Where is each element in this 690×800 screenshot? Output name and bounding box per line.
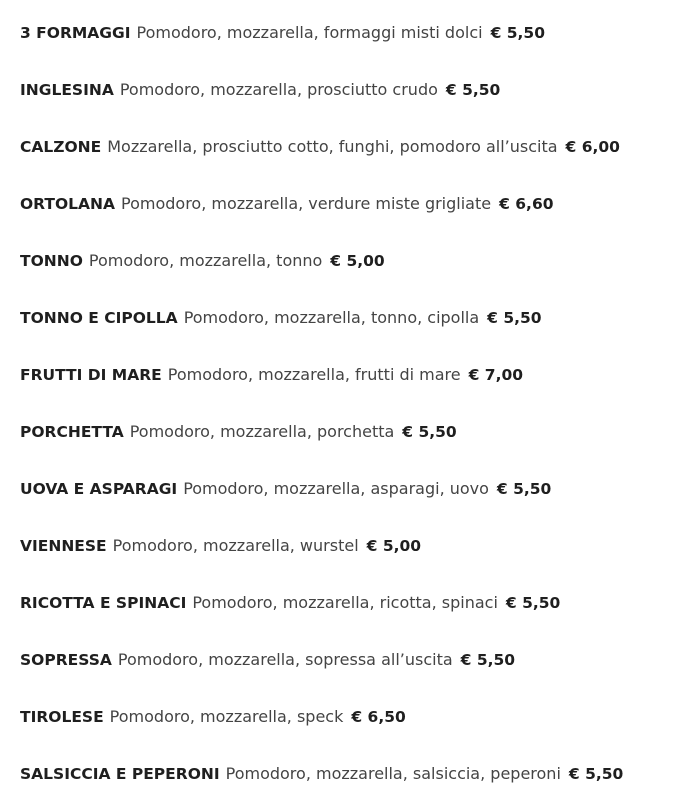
menu-item [20, 20, 623, 77]
item-price: € 5,00 [330, 252, 385, 270]
item-name: TONNO [20, 252, 83, 270]
menu-item [20, 533, 623, 590]
item-price: € 5,50 [505, 594, 561, 612]
item-name: PORCHETTA [20, 423, 124, 441]
item-price: € 5,50 [496, 480, 552, 498]
menu-item [20, 590, 623, 647]
item-name: FRUTTI DI MARE [20, 366, 162, 384]
item-name: 3 FORMAGGI [20, 24, 131, 42]
item-description: Pomodoro, mozzarella, speck [109, 707, 344, 726]
menu-item [20, 77, 623, 134]
item-name: TONNO E CIPOLLA [20, 309, 178, 327]
item-price: € 5,50 [487, 309, 542, 327]
menu-item [20, 191, 623, 248]
pizza-menu-list [20, 20, 623, 787]
item-name: INGLESINA [20, 81, 114, 99]
item-price: € 5,00 [366, 537, 422, 555]
item-price: € 5,50 [445, 81, 501, 99]
item-name: SALSICCIA E PEPERONI [20, 765, 220, 783]
item-description: Pomodoro, mozzarella, wurstel [112, 536, 359, 555]
item-description: Pomodoro, mozzarella, frutti di mare [167, 365, 461, 384]
item-description: Pomodoro, mozzarella, asparagi, uovo [183, 479, 489, 498]
menu-item [20, 476, 623, 533]
menu-item [20, 761, 623, 787]
item-name: UOVA E ASPARAGI [20, 480, 178, 498]
item-name: VIENNESE [20, 537, 107, 555]
item-price: € 5,50 [490, 24, 545, 42]
item-description: Pomodoro, mozzarella, salsiccia, peperoni [225, 764, 561, 783]
item-description: Pomodoro, mozzarella, tonno, cipolla [183, 308, 480, 327]
menu-item [20, 362, 623, 419]
menu-item [20, 305, 623, 362]
item-description: Mozzarella, prosciutto cotto, funghi, pomodoro all’uscita [107, 137, 558, 156]
item-name: SOPRESSA [20, 651, 112, 669]
item-description: Pomodoro, mozzarella, sopressa all’uscita [117, 650, 453, 669]
item-price: € 5,50 [402, 423, 457, 441]
item-price: € 7,00 [468, 366, 524, 384]
menu-item [20, 248, 623, 305]
menu-item [20, 704, 623, 761]
item-description: Pomodoro, mozzarella, tonno [88, 251, 323, 270]
item-price: € 6,50 [351, 708, 406, 726]
item-price: € 6,00 [565, 138, 620, 156]
item-description: Pomodoro, mozzarella, porchetta [129, 422, 395, 441]
item-price: € 6,60 [499, 195, 554, 213]
item-name: TIROLESE [20, 708, 104, 726]
item-description: Pomodoro, mozzarella, prosciutto crudo [119, 80, 438, 99]
menu-item [20, 419, 623, 476]
item-name: RICOTTA E SPINACI [20, 594, 187, 612]
item-description: Pomodoro, mozzarella, verdure miste grigliate [121, 194, 492, 213]
item-price: € 5,50 [568, 765, 624, 783]
item-name: CALZONE [20, 138, 102, 156]
item-description: Pomodoro, mozzarella, ricotta, spinaci [192, 593, 498, 612]
item-description: Pomodoro, mozzarella, formaggi misti dolci [136, 23, 483, 42]
menu-item [20, 134, 623, 191]
item-name: ORTOLANA [20, 195, 116, 213]
menu-item [20, 647, 623, 704]
item-price: € 5,50 [460, 651, 516, 669]
